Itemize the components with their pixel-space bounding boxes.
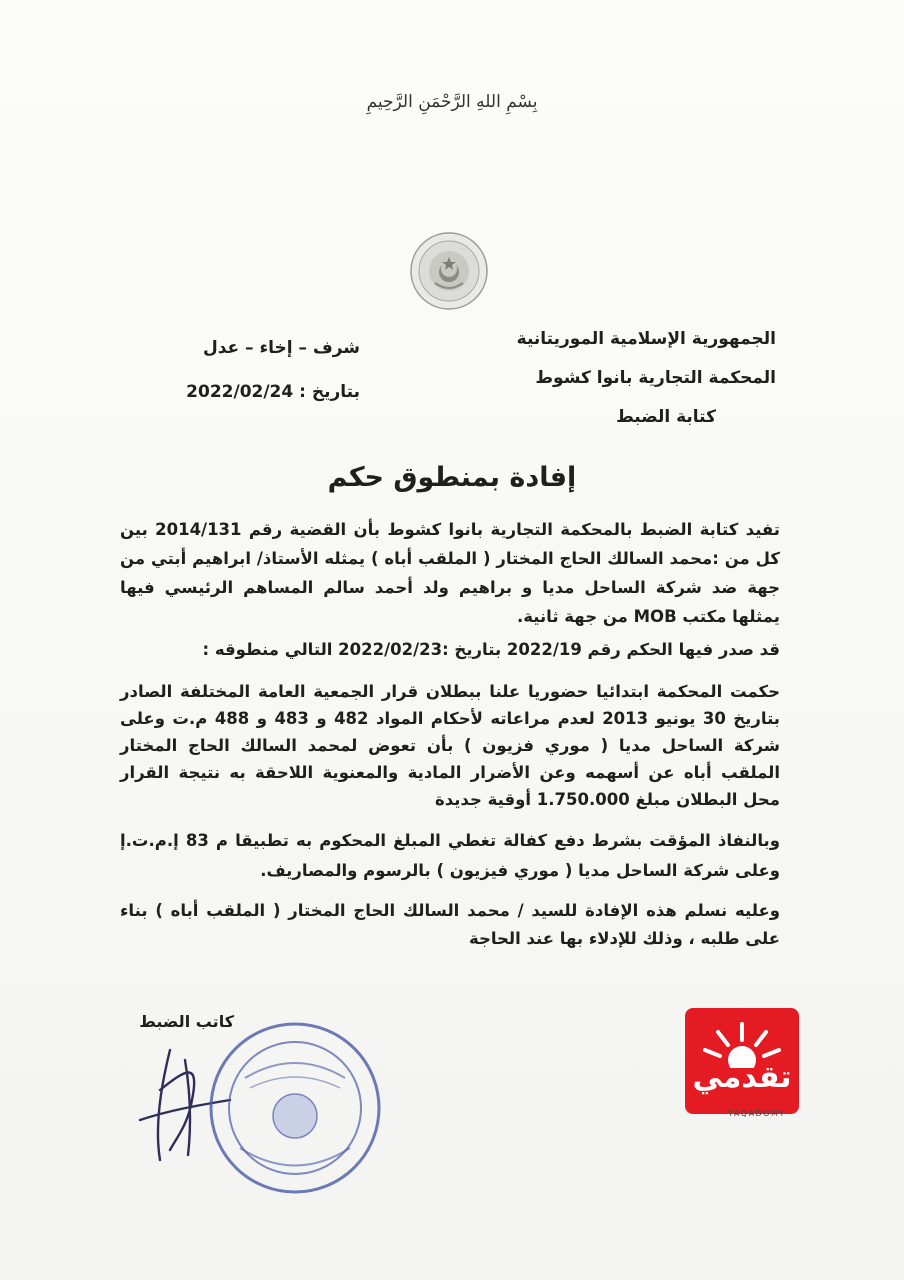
court-stamp-icon — [205, 1018, 385, 1198]
taqadomy-logo — [685, 1008, 799, 1114]
logo-wordmark: تقدمي — [692, 1060, 792, 1095]
date-value: 2022/02/24 — [186, 382, 294, 402]
paragraph-case: تفيد كتابة الضبط بالمحكمة التجارية بانوا كشوط بأن القضية رقم 2014/131 بين كل من :محمد السالك الحاج المختار ( الملقب أباه ) يمثله الأستاذ/ ابراهيم أبتي من جهة ضد شركة الساحل مديا و براهيم ولد أحمد سالم المساهم الرئيسي فيها يمثلها مكتب MOB من جهة ثانية. — [120, 520, 780, 626]
header-court: المحكمة التجارية بانوا كشوط — [535, 368, 776, 388]
basmala: بِسْمِ اللهِ الرَّحْمَنِ الرَّحِيمِ — [366, 92, 538, 112]
logo-subtitle: TAQADOMY — [728, 1109, 786, 1118]
signer-title: كاتب الضبط — [139, 1012, 234, 1031]
header-office: كتابة الضبط — [616, 407, 716, 427]
paragraph-ruling: حكمت المحكمة ابتدائيا حضوريا علنا ببطلان قرار الجمعية العامة المختلفة الصادر بتاريخ 30 يونيو 2013 لعدم مراعاته لأحكام المواد 482 و 483 و 488 م.ت وعلى شركة الساحل مديا ( موري فزيون ) بأن تعوض لمحمد السالك الحاج المختار الملقب أباه عن أسهمه وعن الأضرار المادية والمعنوية اللاحقة به نتيجة القرار محل البطلان مبلغ 1.750.000 أوقية جديدة — [120, 682, 780, 809]
paragraph-judgment-ref: قد صدر فيها الحكم رقم 2022/19 بتاريخ :2022/02/23 التالي منطوقه : — [202, 640, 780, 659]
date-label: بتاريخ : — [299, 382, 360, 402]
national-emblem-icon — [409, 231, 489, 311]
paragraph-enforcement: وبالنفاذ المؤقت بشرط دفع كفالة تغطي المبلغ المحكوم به تطبيقا م 83 إ.م.ت.إ وعلى شركة الساحل مديا ( موري فيزيون ) بالرسوم والمصاريف. — [120, 831, 780, 880]
paragraph-delivery: وعليه نسلم هذه الإفادة للسيد / محمد السالك الحاج المختار ( الملقب أباه ) بناء على طلبه ، وذلك للإدلاء بها عند الحاجة — [120, 901, 780, 948]
sun-logo-icon — [685, 1008, 799, 1068]
motto: شرف – إخاء – عدل — [202, 338, 360, 358]
court-header — [476, 320, 776, 437]
document-date — [160, 370, 360, 414]
document-title: إفادة بمنطوق حكم — [327, 462, 577, 493]
header-country: الجمهورية الإسلامية الموريتانية — [516, 329, 776, 349]
motto-date-block — [160, 326, 360, 414]
